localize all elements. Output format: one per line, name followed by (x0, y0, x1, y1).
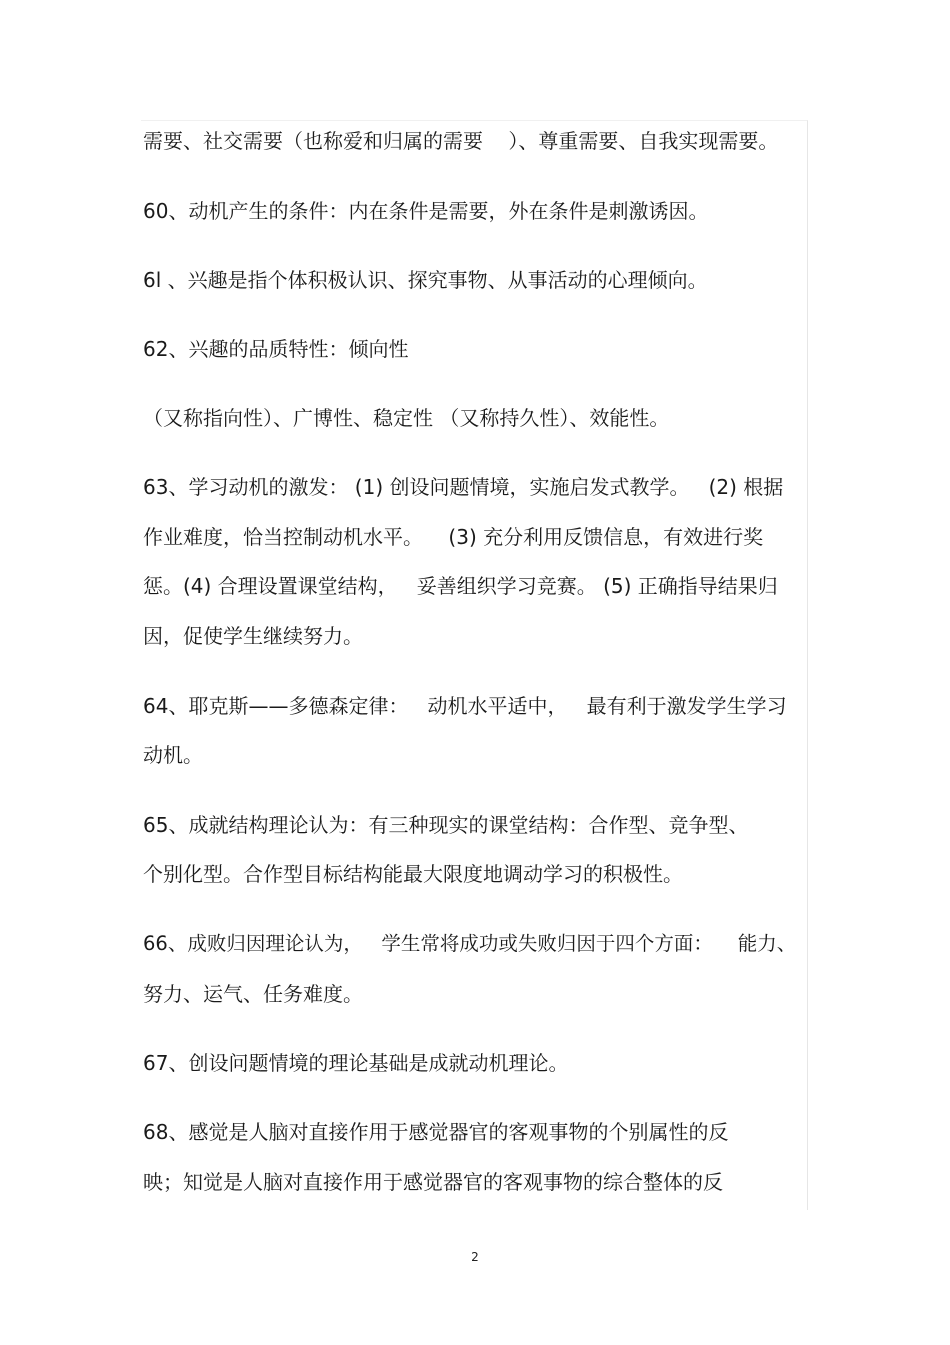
text-line: 动机。 (143, 743, 203, 767)
text-line: 因，促使学生继续努力。 (143, 624, 363, 648)
text-line: 62、兴趣的品质特性：倾向性 (143, 337, 409, 361)
text-line: 66、成败归因理论认为， 学生常将成功或失败归因于四个方面： 能力、 (143, 932, 797, 955)
text-line: 个别化型。合作型目标结构能最大限度地调动学习的积极性。 (143, 862, 683, 886)
text-line: 68、感觉是人脑对直接作用于感觉器官的客观事物的个别属性的反 (143, 1120, 729, 1144)
text-line: 65、成就结构理论认为：有三种现实的课堂结构：合作型、竞争型、 (143, 813, 749, 837)
page-number: 2 (471, 1250, 479, 1264)
text-line: 作业难度，恰当控制动机水平。 (3) 充分利用反馈信息，有效进行奖 (143, 525, 764, 549)
text-line: 67、创设问题情境的理论基础是成就动机理论。 (143, 1051, 569, 1075)
text-line: 需要、社交需要（也称爱和归属的需要 ）、尊重需要、自我实现需要。 (143, 129, 779, 153)
text-line: 6l 、兴趣是指个体积极认识、探究事物、从事活动的心理倾向。 (143, 268, 708, 292)
text-line: 映；知觉是人脑对直接作用于感觉器官的客观事物的综合整体的反 (143, 1170, 723, 1194)
text-line: 60、动机产生的条件：内在条件是需要，外在条件是刺激诱因。 (143, 199, 709, 223)
text-line: 惩。(4) 合理设置课堂结构， 妥善组织学习竞赛。 (5) 正确指导结果归 (143, 574, 778, 598)
text-line: （又称指向性）、广博性、稳定性 （又称持久性）、效能性。 (143, 406, 670, 430)
text-line: 努力、运气、任务难度。 (143, 982, 363, 1006)
text-line: 63、学习动机的激发： (1) 创设问题情境，实施启发式教学。 (2) 根据 (143, 475, 784, 499)
text-line: 64、耶克斯——多德森定律： 动机水平适中， 最有利于激发学生学习 (143, 694, 787, 718)
